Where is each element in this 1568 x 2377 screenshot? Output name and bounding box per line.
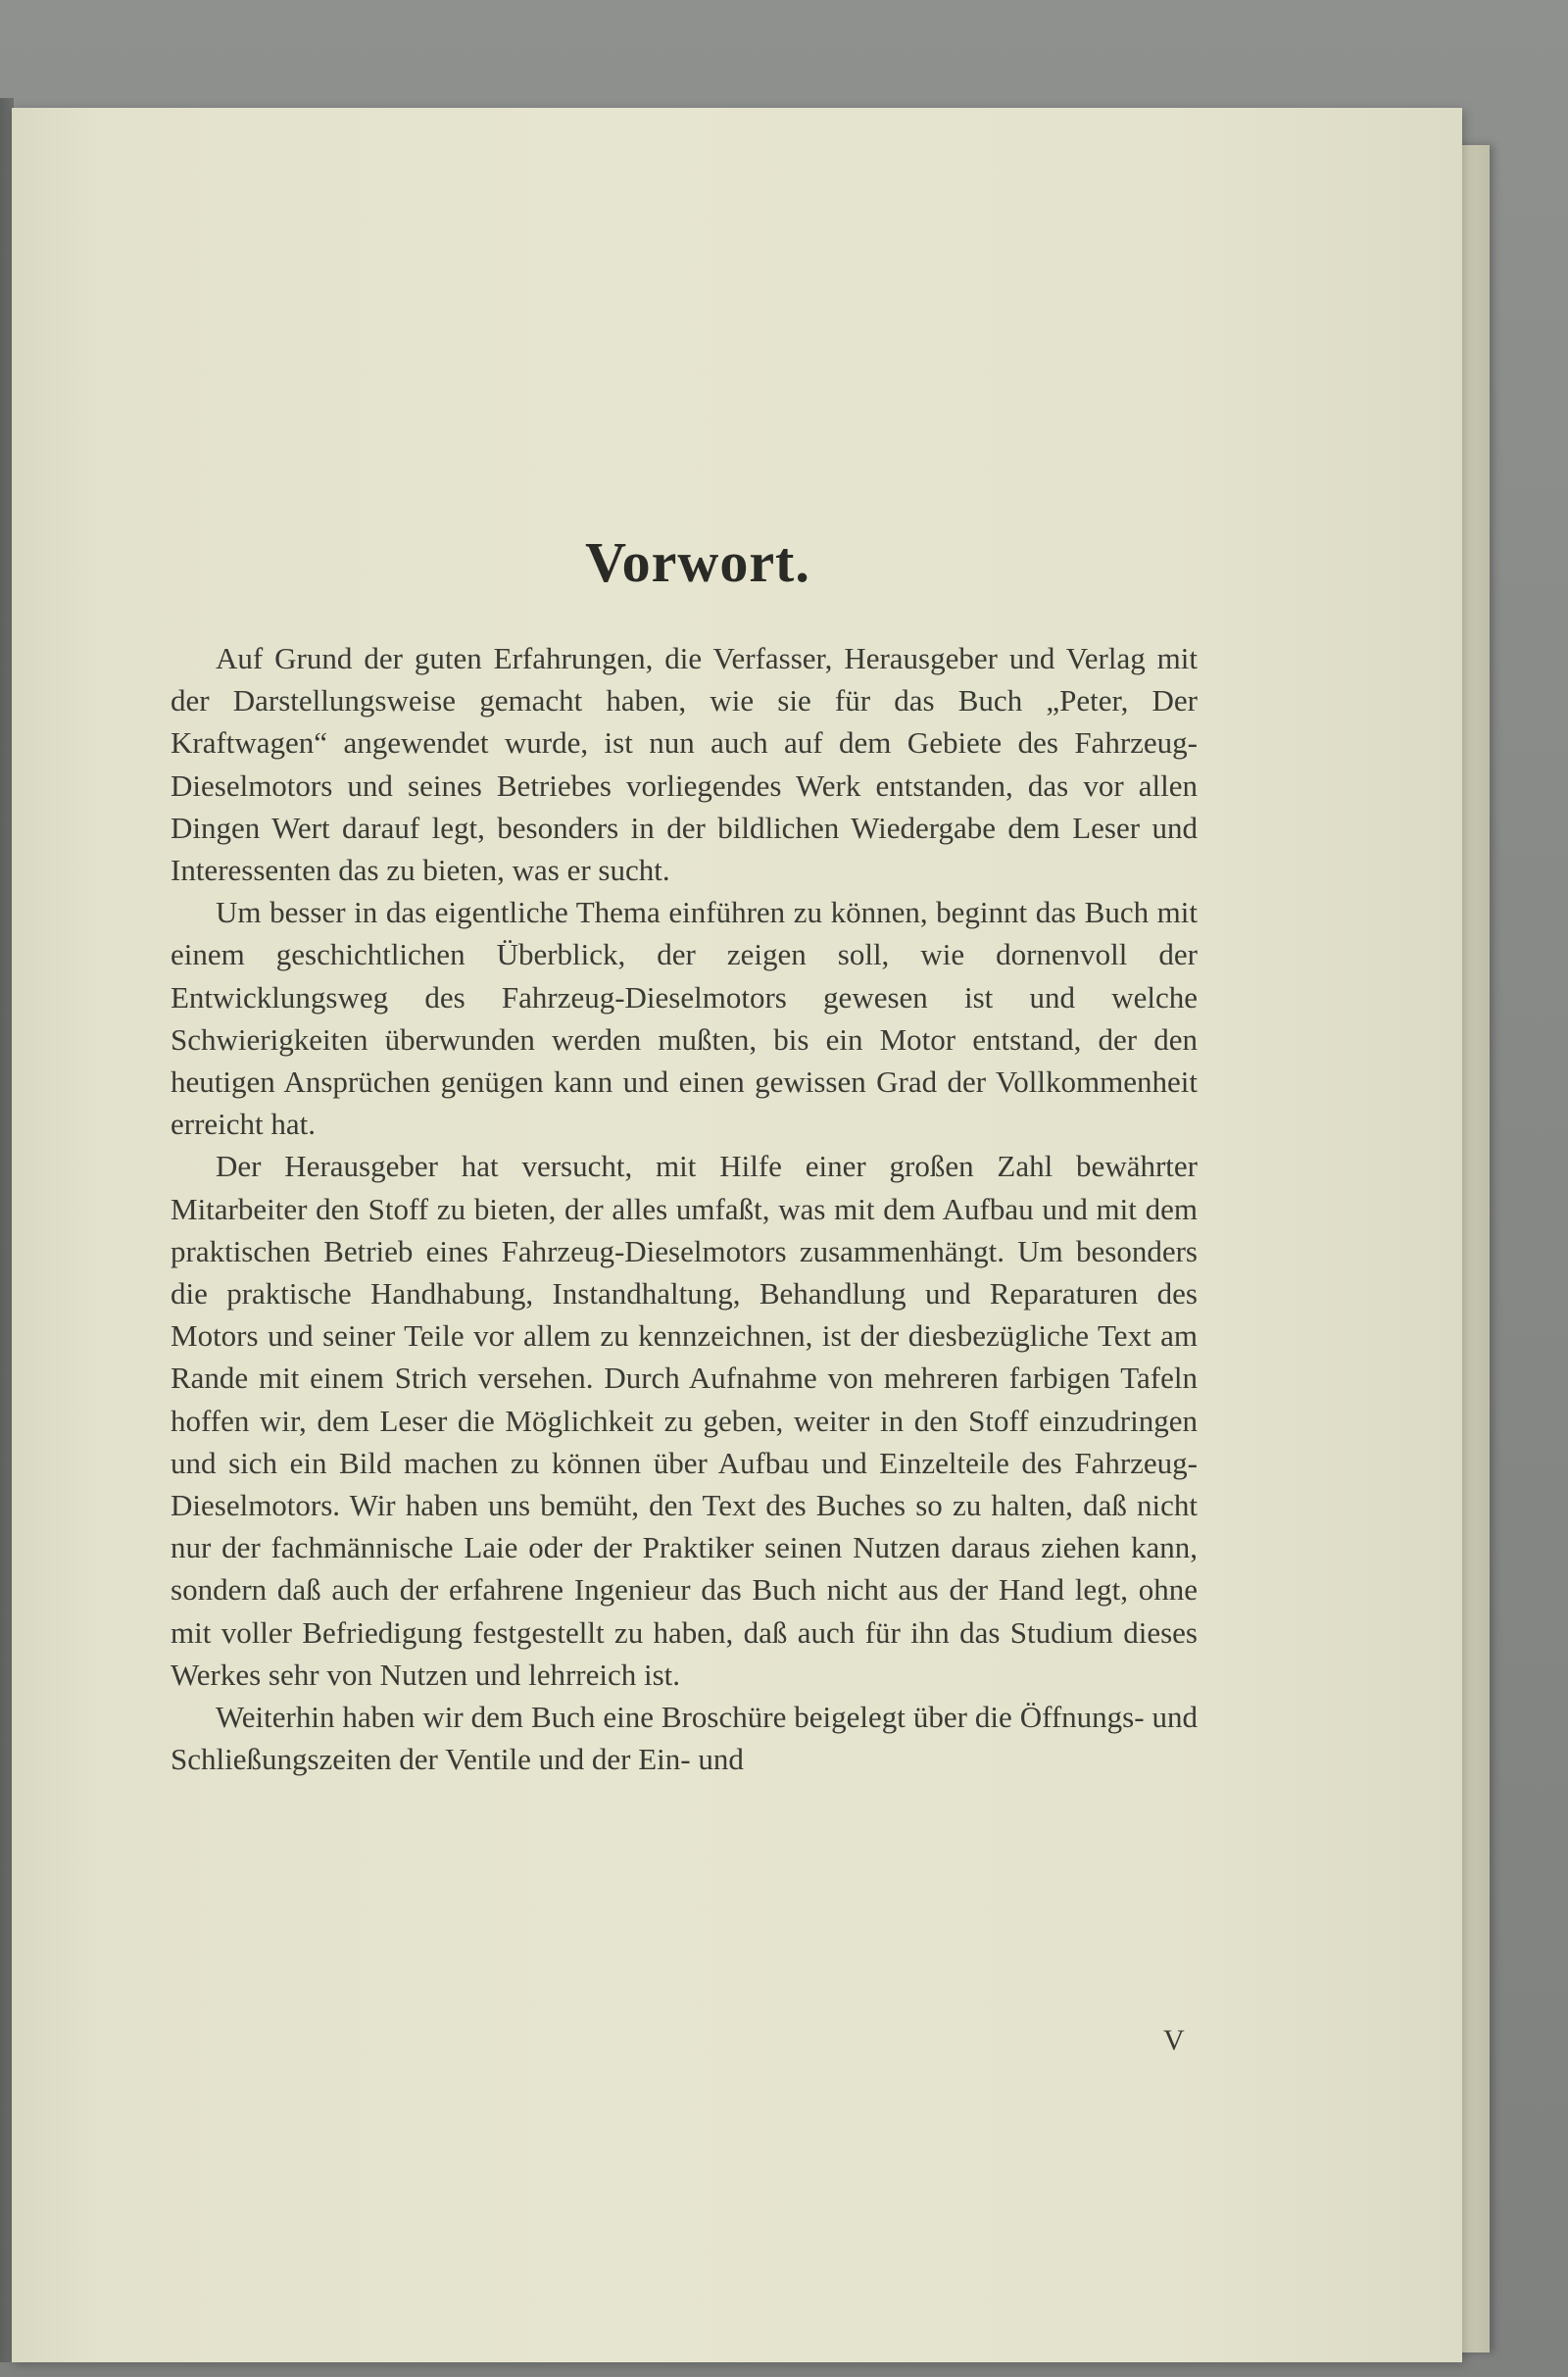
body-text <box>171 637 1198 1780</box>
book-page <box>12 108 1462 2362</box>
paragraph: Weiterhin haben wir dem Buch eine Broschüre beigelegt über die Öffnungs- und Schließungszeiten der Ventile und der Ein- und <box>171 1700 1198 1777</box>
paragraph: Der Herausgeber hat versucht, mit Hilfe einer großen Zahl bewährter Mitarbeiter den Stoff zu bieten, der alles umfaßt, was mit dem Aufbau und mit dem praktischen Betrieb eines Fahrzeug-Dieselmotors zusammenhängt. Um besonders die praktische Handhabung, Instandhaltung, Behandlung und Reparaturen des Motors und seiner Teile vor allem zu kennzeichnen, ist der diesbezügliche Text am Rande mit einem Strich versehen. Durch Aufnahme von mehreren farbigen Tafeln hoffen wir, dem Leser die Möglichkeit zu geben, weiter in den Stoff einzudringen und sich ein Bild machen zu können über Aufbau und Einzelteile des Fahrzeug-Dieselmotors. Wir haben uns bemüht, den Text des Buches so zu halten, daß nicht nur der fachmännische Laie oder der Praktiker seinen Nutzen daraus ziehen kann, sondern daß auch der erfahrene Ingenieur das Buch nicht aus der Hand legt, ohne mit voller Befriedigung festgestellt zu haben, daß auch für ihn das Studium dieses Werkes sehr von Nutzen und lehrreich ist. <box>171 1149 1198 1692</box>
page-number: V <box>1163 2024 1185 2056</box>
page-title: Vorwort. <box>585 530 810 594</box>
paragraph: Auf Grund der guten Erfahrungen, die Verfasser, Herausgeber und Verlag mit der Darstellungsweise gemacht haben, wie sie für das Buch „Peter, Der Kraftwagen“ angewendet wurde, ist nun auch auf dem Gebiete des Fahrzeug-Dieselmotors und seines Betriebes vorliegendes Werk entstanden, das vor allen Dingen Wert darauf legt, besonders in der bildlichen Wiedergabe dem Leser und Interessenten das zu bieten, was er sucht. <box>171 641 1198 888</box>
paragraph: Um besser in das eigentliche Thema einführen zu können, beginnt das Buch mit einem geschichtlichen Überblick, der zeigen soll, wie dornenvoll der Entwicklungsweg des Fahrzeug-Dieselmotors gewesen ist und welche Schwierigkeiten überwunden werden mußten, bis ein Motor entstand, der den heutigen Ansprüchen genügen kann und einen gewissen Grad der Vollkommenheit erreicht hat. <box>171 895 1198 1142</box>
